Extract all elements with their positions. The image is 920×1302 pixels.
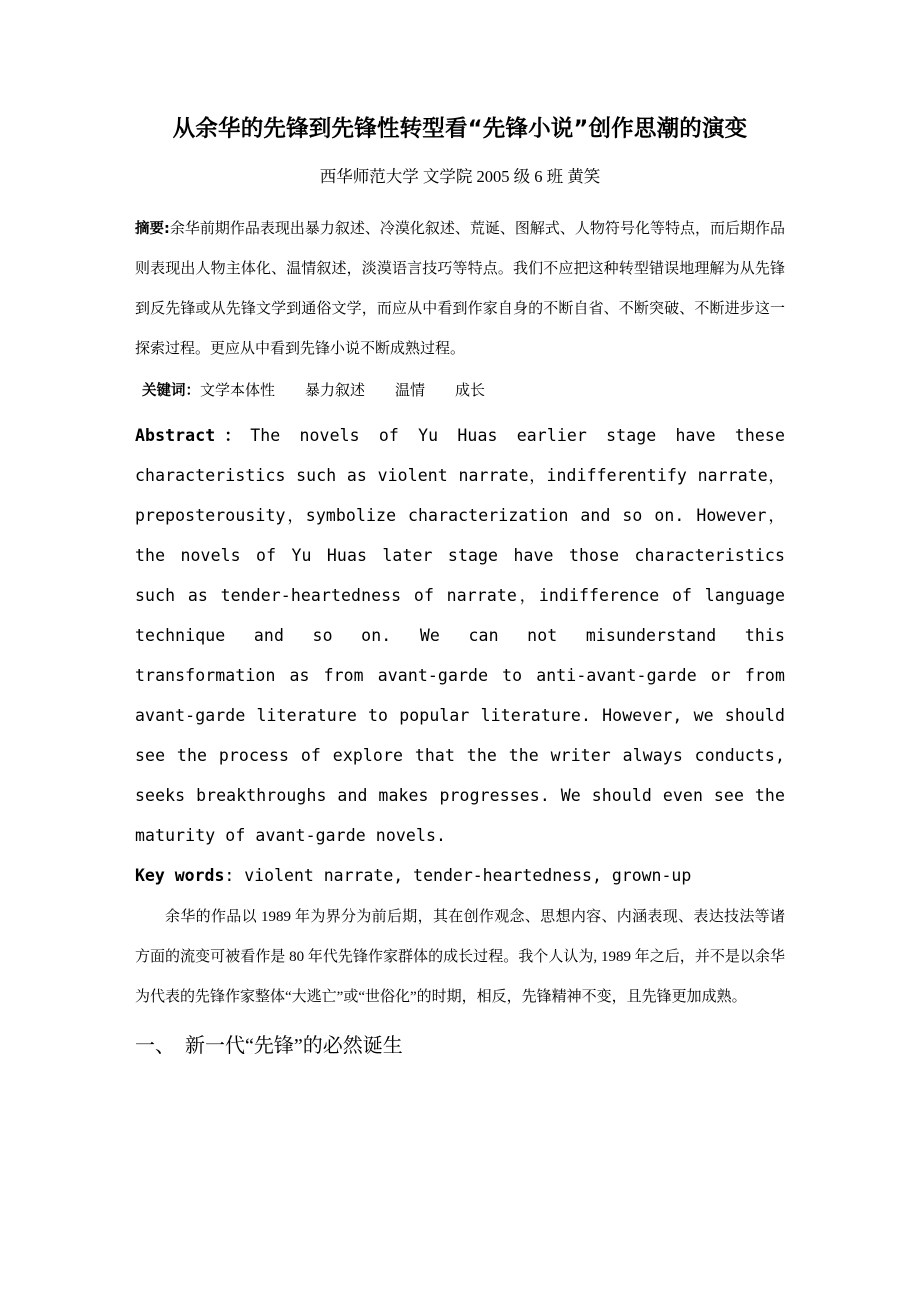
- english-keywords-label: Key words: [135, 866, 225, 885]
- section-heading-1: 一、 新一代“先锋”的必然诞生: [135, 1035, 403, 1057]
- chinese-keywords-label: 关键词：: [142, 383, 200, 399]
- chinese-abstract-label: 摘要:: [135, 221, 170, 237]
- english-keywords: [135, 856, 785, 896]
- english-keywords-text: : violent narrate, tender-heartedness, grown-up: [224, 866, 692, 885]
- english-abstract-label: Abstract：: [135, 426, 251, 445]
- body-paragraph: 余华的作品以 1989 年为界分为前后期，其在创作观念、思想内容、内涵表现、表达技法等诸方面的流变可被看作是 80 年代先锋作家群体的成长过程。我个人认为, 1989 年之后，并不是以余华为代表的先锋作家整体“大逃亡”或“世俗化”的时期，相反，先锋精神不变，且先锋更加成熟。: [135, 909, 785, 1005]
- chinese-keywords: [135, 369, 785, 411]
- page-title: 从余华的先锋到先锋性转型看“先锋小说”创作思潮的演变: [172, 116, 748, 142]
- chinese-keywords-text: 文学本体性 暴力叙述 温情 成长: [200, 383, 486, 399]
- page-content: [135, 0, 785, 1063]
- author-affiliation-byline: 西华师范大学 文学院 2005 级 6 班 黄笑: [319, 167, 601, 186]
- english-abstract-text: The novels of Yu Huas earlier stage have these characteristics such as violent narrate，indifferentify narrate，preposterousity，symbolize characterization and so on. However，the novels of Yu Huas later stage have those characteristics such as tender-heartedness of narrate，indifference of language technique and so on. We can not misunderstand this transformation as from avant-garde to anti-avant-garde or from avant-garde literature to popular literature. However, we should see the process of explore that the the writer always conducts, seeks breakthroughs and makes progresses. We should even see the maturity of avant-garde novels.: [135, 426, 785, 845]
- english-abstract: [135, 411, 785, 856]
- chinese-abstract: [135, 188, 785, 369]
- chinese-abstract-text: 余华前期作品表现出暴力叙述、冷漠化叙述、荒诞、图解式、人物符号化等特点，而后期作品则表现出人物主体化、温情叙述，淡漠语言技巧等特点。我们不应把这种转型错误地理解为从先锋到反先锋或从先锋文学到通俗文学，而应从中看到作家自身的不断自省、不断突破、不断进步这一探索过程。更应从中看到先锋小说不断成熟过程。: [135, 221, 785, 357]
